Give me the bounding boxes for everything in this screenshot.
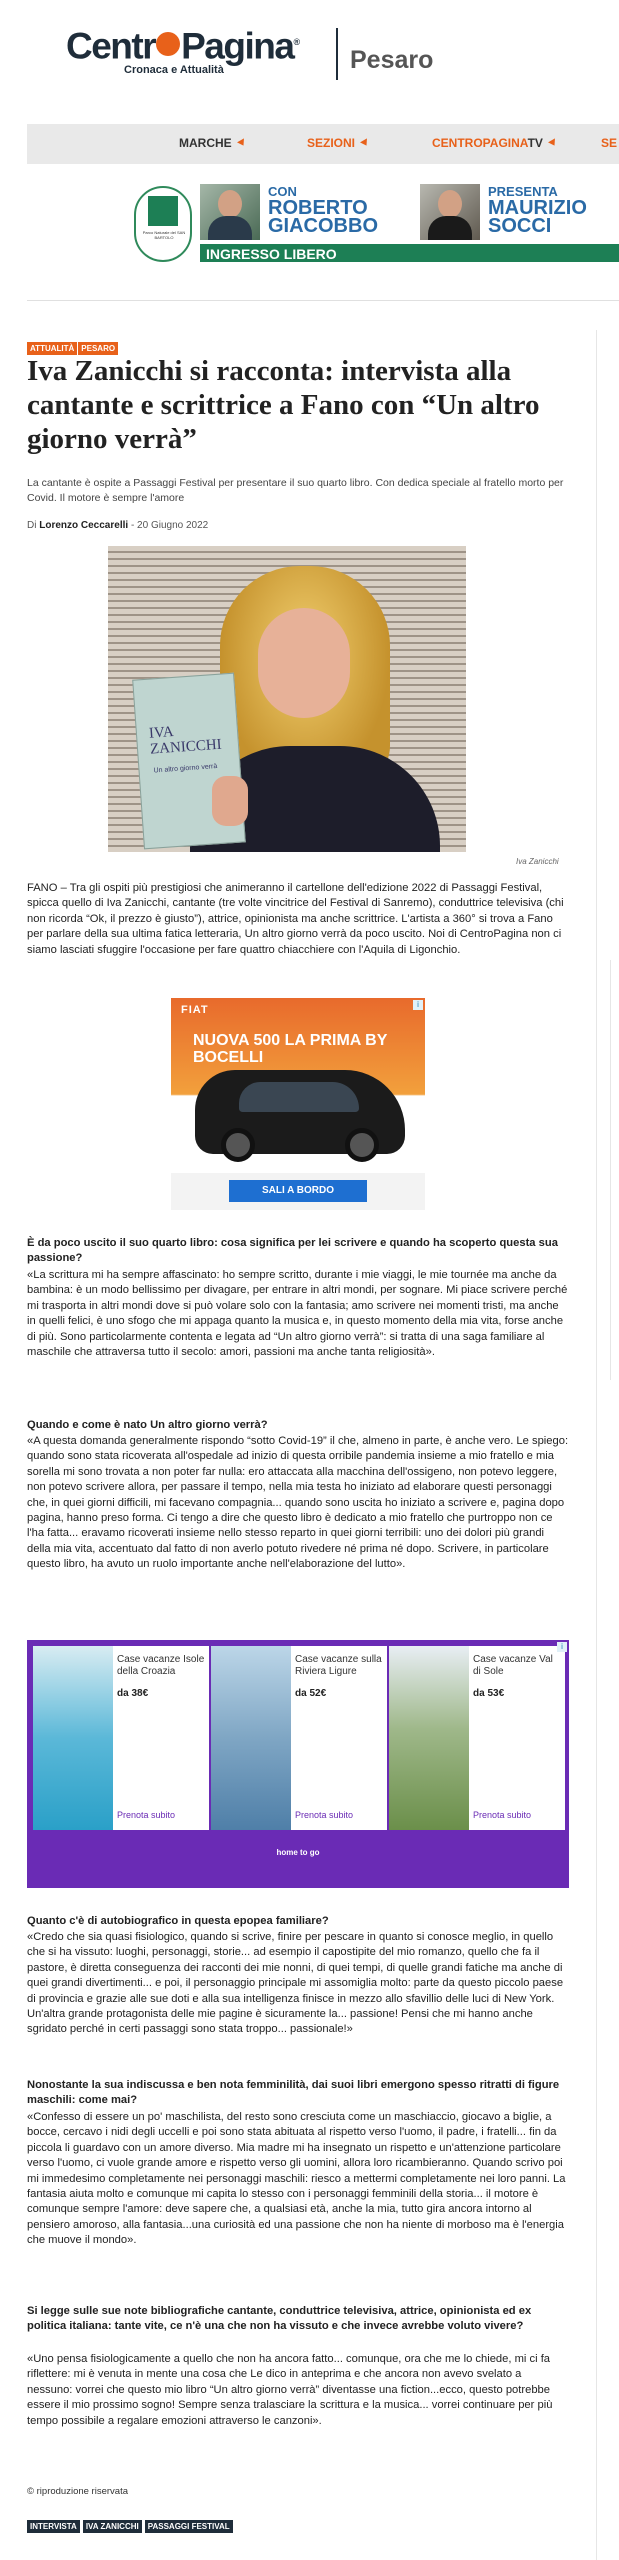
park-logo-emblem xyxy=(148,196,178,226)
ad-card-liguria[interactable] xyxy=(211,1646,387,1830)
speaker-1-last: GIACOBBO xyxy=(268,215,378,237)
holiday-ad[interactable] xyxy=(27,1640,569,1888)
answer-5: «Uno pensa fisiologicamente a quello che non ha ancora fatto... comunque, ora che me lo chiede, mi ci fa riflettere: mi è venuta in mente una cosa che Le dico in anteprima e che ancora non avevo svelato a nessuno: vorrei che questo mio libro “Un altro giorno verrà” diventasse una fiction...ecco, questo potrebbe essere il mio prossimo sogno! Sempre senza tralasciare la scrittura e la musica... vorrei continuare per più tempo possibile a regalare emozioni attraverso le canzoni». xyxy=(27,2353,553,2427)
chevron-down-icon xyxy=(360,138,370,147)
nav-item-label: MARCHE xyxy=(179,136,232,150)
tag-iva-zanicchi[interactable]: IVA ZANICCHI xyxy=(83,2520,142,2533)
sidebar-rule xyxy=(596,330,597,2560)
speaker-1-prefix: CON xyxy=(268,184,297,199)
answer-4: «Confesso di essere un po' maschilista, del resto sono cresciuta come un maschiaccio, giocavo a biglie, a bocce, cercavo i nidi degli uccelli e poi sono stata abituata al rispetto verso l'uomo, il padre, i fratelli... fin da piccola li guardavo con un amore diverso. Mia madre mi ha insegnato un rispetto e un'attenzione particolare verso l'uomo, ci vuole grande amore e rispetto verso gli uomini, allora loro ricambieranno. Quando scrivo poi mi immedesimo completamente nei personaggi maschili: riesco a mettermi completamente nei loro panni. La fantasia aiuta molto e comunque mi capita lo stesso con i personaggi femminili della storia... il motore è comunque sempre l'amore: deve sapere che, a qualsiasi età, anche la mia, tutto gira ancora intorno al pensiero amoroso, alla fantasia...una curiosità ed una passione che non ha niente di morboso ma è l'energia che muove il mondo». xyxy=(27,2111,566,2247)
article-byline xyxy=(27,520,208,531)
chevron-down-icon xyxy=(237,138,247,147)
event-banner[interactable] xyxy=(134,176,619,274)
speaker-1-first: ROBERTO xyxy=(268,197,368,219)
footer-tags xyxy=(27,2516,236,2534)
chevron-down-icon xyxy=(548,138,558,147)
logo-tagline: Cronaca e Attualità xyxy=(124,64,224,77)
article-photo xyxy=(108,546,466,852)
nav-item-marche[interactable] xyxy=(179,136,246,150)
ad-card-price: da 53€ xyxy=(473,1688,505,1699)
adchoices-icon[interactable]: i xyxy=(557,1642,567,1652)
adchoices-icon[interactable]: i xyxy=(413,1000,423,1010)
speaker-2-last: SOCCI xyxy=(488,215,552,237)
ad-card-book-link[interactable]: Prenota subito xyxy=(295,1810,354,1820)
speaker-1 xyxy=(268,184,378,235)
nav-item-suffix: TV xyxy=(527,136,543,150)
answer-2: «A questa domanda generalmente rispondo “sotto Covid-19” il che, almeno in parte, è anche vero. Le spiego: quando sono stata ricoverata all'ospedale ad inizio di questa orribile pandemia insieme a mio fratello e mia sorella mi sono trovata a non poter far nulla: ero attaccata alla macchina dell'ossigeno, non potevo leggere, non potevo scrivere allora, per passare il tempo, nella mia testa ho iniziato ad elaborare questi personaggi che, in quei giorni difficili, mi facevano compagnia... quando sono uscita ho iniziato a scrivere e, pagina dopo pagina, hanno preso forma. Ci tengo a dire che questo libro è dedicato a mio fratello che purtroppo non ce l'ha fatta... eravamo ricoverati insieme nello stesso reparto in quei giorni terribili: uno dei dolori più grandi della mia vita, accentuato dal fatto di non averlo potuto rivedere né prima né dopo. Scrivere, in particolare questo libro, ha avuto un ruolo importante anche nell'elaborazione del lutto». xyxy=(27,1435,569,1571)
tag-intervista[interactable]: INTERVISTA xyxy=(27,2520,80,2533)
article-subtitle: La cantante è ospite a Passaggi Festival per presentare il suo quarto libro. Con dedica speciale al fratello morto per Covid. Il motore è sempre l'amore xyxy=(27,477,564,504)
nav-item-label: CENTROPAGINA xyxy=(432,136,528,150)
speaker-photo-giacobbo xyxy=(200,184,260,240)
speaker-2-first: MAURIZIO xyxy=(488,197,587,219)
ad-card-price: da 38€ xyxy=(117,1688,149,1699)
article-date: - 20 Giugno 2022 xyxy=(130,520,209,531)
question-4: Nonostante la sua indiscussa e ben nota femminilità, dai suoi libri emergono spesso ritratti di figure maschili: come mai? xyxy=(27,2079,560,2107)
logo-text-right: Pagina xyxy=(181,25,294,67)
nav-item-label: SE xyxy=(601,136,618,150)
tag-attualita[interactable]: ATTUALITÀ xyxy=(27,342,77,355)
question-5: Si legge sulle sue note bibliografiche cantante, conduttrice televisiva, attrice, opinionista ed ex politica italiana: tante vite, ce n'è una che non ha vissuto e che invece avrebbe voluto vivere? xyxy=(27,2305,532,2333)
ad-card-title: Case vacanze Val di Sole xyxy=(473,1654,553,1677)
logo-separator xyxy=(336,28,338,80)
logo-orange-dot xyxy=(156,32,180,56)
ad-headline: NUOVA 500 LA PRIMA BY BOCELLI xyxy=(193,1032,388,1066)
tag-passaggi-festival[interactable]: PASSAGGI FESTIVAL xyxy=(145,2520,233,2533)
photo-caption: Iva Zanicchi xyxy=(516,857,559,866)
ad-card-valdisole[interactable] xyxy=(389,1646,565,1830)
book-title-line1: IVA xyxy=(148,724,175,742)
car-image xyxy=(195,1070,405,1154)
banner-entry-text: INGRESSO LIBERO xyxy=(206,246,337,262)
nav-item-centropaginatv[interactable] xyxy=(432,136,557,150)
logo-wordmark xyxy=(66,22,299,66)
ad-card-book-link[interactable]: Prenota subito xyxy=(117,1810,176,1820)
site-header xyxy=(0,0,619,120)
question-1: È da poco uscito il suo quarto libro: cosa significa per lei scrivere e quando ha scoperto questa sua passione? xyxy=(27,1237,558,1265)
banner-entry-bar xyxy=(200,244,619,262)
city-label: Pesaro xyxy=(350,46,434,74)
logo-text-left: Centr xyxy=(66,25,156,67)
ad-card-title: Case vacanze Isole della Croazia xyxy=(117,1654,205,1677)
question-2: Quando e come è nato Un altro giorno verrà? xyxy=(27,1419,268,1431)
ad-card-book-link[interactable]: Prenota subito xyxy=(473,1810,532,1820)
answer-1: «La scrittura mi ha sempre affascinato: ho sempre scritto, durante i mie viaggi, le mie tournée ma anche da bambina: è un modo bellissimo per divagare, per entrare in altri mondi, per sognare. Mi piace scrivere perché mi trasporta in altri mondi dove si può volare solo con la fantasia; amo scrivere nei momenti tristi, ma anche in quelli felici, è uno sfogo che mi appaga quanto la musica e, in questo momento della mia vita, forse anche di più. Sono particolarmente contenta e legata ad “Un altro giorno verrà”: si tratta di una saga familiare al maschile che attraversa tutto il secolo: amori, passioni ma anche tanta religiosità». xyxy=(27,1269,568,1359)
park-logo xyxy=(134,186,192,262)
byline-prefix: Di xyxy=(27,520,37,531)
logo-registered-mark: ® xyxy=(293,37,299,47)
fiat-ad[interactable] xyxy=(171,998,425,1210)
tag-pesaro[interactable]: PESARO xyxy=(78,342,118,355)
sidebar-rule-secondary xyxy=(610,960,611,1380)
book-subtitle: Un altro giorno verrà xyxy=(153,763,218,775)
park-logo-text: Parco Naturale del SAN BARTOLO xyxy=(142,230,186,240)
copyright-notice: © riproduzione riservata xyxy=(27,2486,128,2497)
header-divider xyxy=(27,300,619,301)
site-logo[interactable] xyxy=(66,22,299,76)
hometogo-logo: home to go xyxy=(276,1848,320,1857)
article-intro: FANO – Tra gli ospiti più prestigiosi che animeranno il cartellone dell'edizione 2022 di Passaggi Festival, spicca quello di Iva Zanicchi, cantante (tre volte vincitrice del Festival di Sanremo), conduttrice televisiva (chi non ricorda “Ok, il prezzo è giusto”), attrice, opinionista ma anche scrittrice. L'artista a 360° si trova a Fano per parlare della sua ultima fatica letteraria, Un altro giorno verrà da poco uscito. Noi di CentroPagina non ci siamo lasciati sfuggire l'occasione per fare quattro chiacchiere con l'Aquila di Ligonchio. xyxy=(27,882,564,956)
author-link[interactable]: Lorenzo Ceccarelli xyxy=(39,520,129,531)
nav-item-label: SEZIONI xyxy=(307,136,356,150)
fiat-logo: FIAT xyxy=(181,1004,209,1016)
book-title-line2: ZANICCHI xyxy=(149,736,223,758)
ad-card-croazia[interactable] xyxy=(33,1646,209,1830)
ad-card-price: da 52€ xyxy=(295,1688,327,1699)
speaker-2 xyxy=(488,184,587,235)
nav-item-more[interactable] xyxy=(601,136,617,150)
answer-3: «Credo che sia quasi fisiologico, quando si scrive, finire per pescare in quanto si conosce meglio, in quello che si ha vissuto: luoghi, personaggi, storie... ad esempio il capostipite del mio romanzo, quello che fa il pastore, è diretta conseguenza dei racconti dei mie nonni, di quei tempi, di quelle grandi fatiche ma anche di quei grandi divertimenti... e poi, il personaggio principale mi assomiglia molto: parte da questo piccolo paese di provincia e grazie alle sue doti e alla sua intelligenza finisce in mezzo allo sfavillio delle luci di New York. Un'altra grande protagonista delle mie pagine è sicuramente la... passione! Pensi che mi hanno anche sgridato perché in certi passaggi sono stata troppo... passionale!» xyxy=(27,1931,564,2036)
main-nav xyxy=(27,124,619,164)
ad-cta-button[interactable]: SALI A BORDO xyxy=(229,1180,367,1202)
nav-item-sezioni[interactable] xyxy=(307,136,369,150)
speaker-photo-socci xyxy=(420,184,480,240)
speaker-2-prefix: PRESENTA xyxy=(488,184,558,199)
question-3: Quanto c'è di autobiografico in questa epopea familiare? xyxy=(27,1915,329,1927)
article-title: Iva Zanicchi si racconta: intervista alla cantante e scrittrice a Fano con “Un altro giorno verrà” xyxy=(27,355,540,455)
ad-card-title: Case vacanze sulla Riviera Ligure xyxy=(295,1654,382,1677)
